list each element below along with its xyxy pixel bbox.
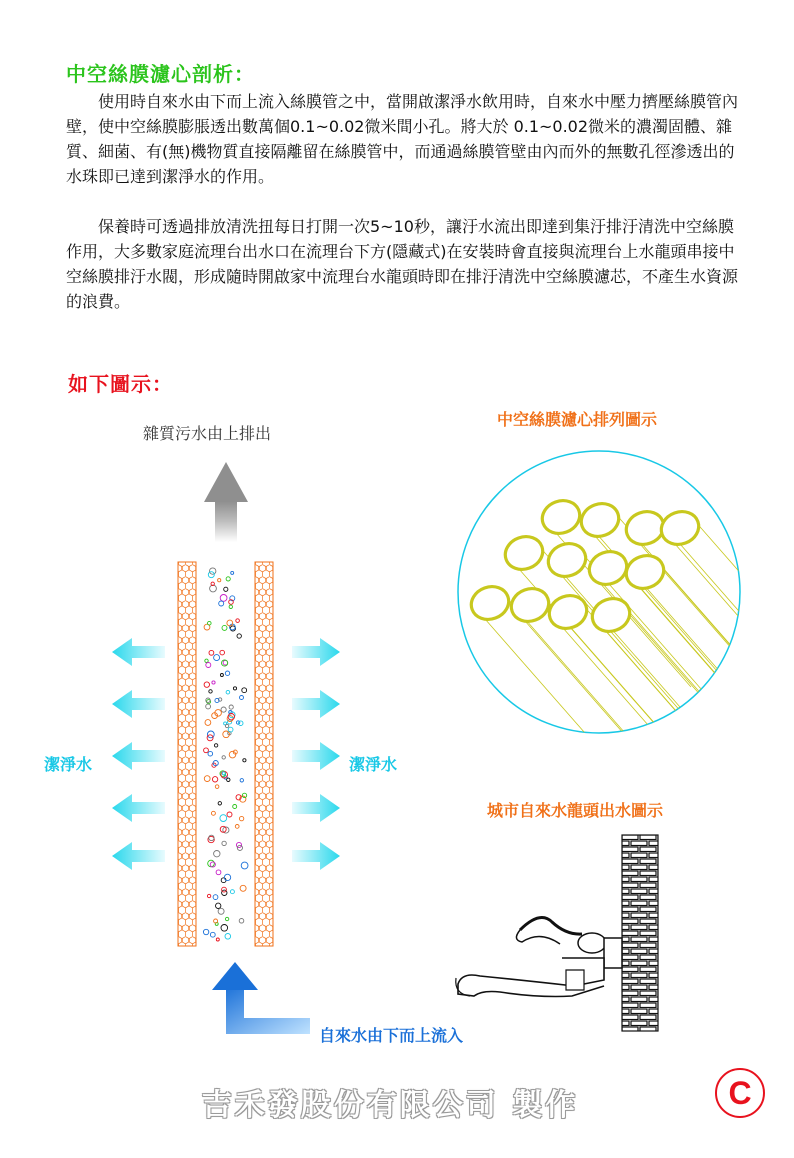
particle bbox=[210, 585, 217, 592]
particle bbox=[214, 655, 220, 661]
particle bbox=[218, 579, 221, 582]
particle bbox=[222, 841, 226, 845]
particle bbox=[208, 572, 214, 578]
particle bbox=[215, 785, 219, 789]
clean-water-arrow-right-icon bbox=[292, 638, 340, 666]
section-title: 中空絲膜濾心剖析： bbox=[66, 62, 255, 86]
particle bbox=[212, 681, 215, 684]
particle bbox=[211, 811, 215, 815]
particle bbox=[236, 619, 240, 623]
particle bbox=[214, 851, 220, 857]
particle bbox=[205, 659, 208, 662]
particle bbox=[222, 772, 225, 775]
clean-water-arrow-left-icon bbox=[112, 842, 165, 870]
particle bbox=[212, 777, 217, 782]
clean-water-arrow-left-icon bbox=[112, 794, 165, 822]
outlet-arrow-icon bbox=[204, 462, 248, 542]
clean-water-arrow-right-icon bbox=[292, 794, 340, 822]
clean-water-label-left: 潔淨水 bbox=[44, 755, 93, 774]
membrane-tube bbox=[178, 562, 273, 946]
particle bbox=[227, 778, 230, 781]
particle bbox=[228, 714, 234, 720]
particle bbox=[239, 919, 244, 924]
particle bbox=[203, 929, 208, 934]
particle bbox=[240, 696, 244, 700]
paragraph-maintenance: 保養時可透過排放清洗扭每日打開一次5~10秒，讓汙水流出即達到集汙排汙清洗中空絲膜作用，大多數家庭流理台出水口在流理台下方(隱藏式)在安裝時會直接與流理台上水龍頭串接中空絲膜排汙水閥，形成隨時開啟家中流理台水龍頭時即在排汙清洗中空絲膜濾芯，不產生水資源的浪費。 bbox=[66, 217, 739, 311]
inflow-label: 自來水由下而上流入 bbox=[319, 1026, 464, 1045]
particle bbox=[240, 779, 243, 782]
diagram-title: 如下圖示： bbox=[68, 372, 173, 396]
particle bbox=[241, 862, 248, 869]
particle bbox=[210, 568, 216, 574]
arrangement-circle bbox=[458, 451, 794, 785]
particle bbox=[222, 625, 227, 630]
particle bbox=[225, 934, 231, 940]
particle bbox=[226, 577, 230, 581]
particle bbox=[225, 671, 229, 675]
particle bbox=[204, 682, 209, 687]
impurity-particles bbox=[203, 568, 248, 941]
clean-water-arrow-left-icon bbox=[112, 690, 165, 718]
particle bbox=[229, 705, 233, 709]
particle bbox=[233, 687, 236, 690]
clean-water-arrow-right-icon bbox=[292, 690, 340, 718]
particle bbox=[225, 917, 228, 920]
particle bbox=[209, 650, 214, 655]
particle bbox=[230, 890, 234, 894]
particle bbox=[235, 825, 239, 829]
particle bbox=[213, 895, 218, 900]
copyright-mark: C bbox=[715, 1068, 765, 1118]
particle bbox=[229, 605, 232, 608]
particle bbox=[225, 724, 228, 727]
particle bbox=[207, 894, 210, 897]
particle bbox=[206, 663, 211, 668]
top-outlet-label: 雜質污水由上排出 bbox=[143, 424, 272, 443]
particle bbox=[243, 759, 246, 762]
particle bbox=[205, 720, 211, 726]
particle bbox=[242, 688, 247, 693]
particle bbox=[233, 805, 237, 809]
particle bbox=[221, 925, 228, 932]
particle bbox=[210, 932, 215, 937]
clean-water-arrow-left-icon bbox=[112, 638, 165, 666]
clean-water-arrow-right-icon bbox=[292, 842, 340, 870]
particle bbox=[239, 816, 243, 820]
particle bbox=[208, 621, 212, 625]
particle bbox=[237, 634, 241, 638]
particle bbox=[227, 812, 232, 817]
particle bbox=[220, 674, 223, 677]
paragraph-usage: 使用時自來水由下而上流入絲膜管之中，當開啟潔淨水飲用時，自來水中壓力擠壓絲膜管內壁，使中空絲膜膨脹透出數萬個0.1~0.02微米間小孔。將大於 0.1~0.02微米的濃濁固體、雜質、細菌、有(無)機物質直接隔離留在絲膜管中，而通過絲膜管壁由內而外的無數孔徑滲透出的水珠即已達到潔淨水的作用。 bbox=[66, 92, 739, 186]
particle bbox=[231, 571, 234, 574]
footer-credit: 吉禾發股份有限公司 製作 bbox=[201, 1088, 579, 1123]
particle bbox=[208, 751, 213, 756]
particle bbox=[220, 815, 227, 822]
particle bbox=[220, 650, 225, 655]
particle bbox=[224, 874, 230, 880]
inflow-arrow-icon bbox=[212, 962, 310, 1034]
particle bbox=[206, 704, 211, 709]
particle bbox=[224, 587, 228, 591]
particle bbox=[238, 721, 243, 726]
faucet-label: 城市自來水龍頭出水圖示 bbox=[487, 801, 664, 820]
particle bbox=[240, 885, 246, 891]
clean-water-arrows bbox=[112, 638, 340, 870]
clean-water-arrow-left-icon bbox=[112, 742, 165, 770]
particle bbox=[222, 887, 227, 892]
particle bbox=[204, 748, 209, 753]
particle bbox=[204, 776, 210, 782]
particle bbox=[219, 601, 224, 606]
particle bbox=[216, 903, 221, 908]
clean-water-arrow-right-icon bbox=[292, 742, 340, 770]
particle bbox=[220, 595, 227, 602]
particle bbox=[218, 908, 224, 914]
particle bbox=[209, 690, 212, 693]
particle bbox=[216, 938, 219, 941]
faucet-illustration bbox=[456, 835, 658, 1031]
particle bbox=[226, 690, 230, 694]
particle bbox=[218, 802, 221, 805]
clean-water-label-right: 潔淨水 bbox=[349, 755, 398, 774]
particle bbox=[229, 751, 236, 758]
arrangement-label: 中空絲膜濾心排列圖示 bbox=[497, 410, 658, 429]
particle bbox=[221, 707, 226, 712]
particle bbox=[222, 756, 225, 759]
particle bbox=[214, 744, 217, 747]
particle bbox=[216, 870, 221, 875]
particle bbox=[228, 727, 233, 732]
